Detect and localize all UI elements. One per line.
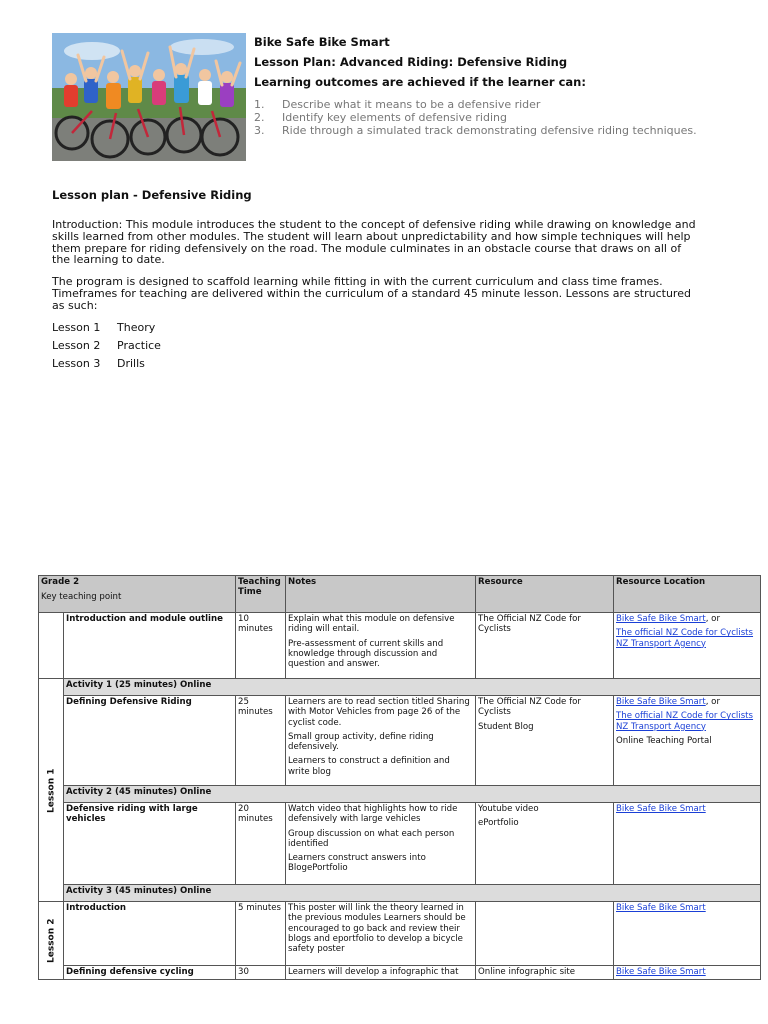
activity-row	[39, 786, 761, 803]
resource-cell: Youtube video ePortfolio	[476, 803, 614, 885]
introduction-paragraph: Introduction: This module introduces the student to the concept of defensive riding while drawing on knowledge and skills learned from other modules. The student will learn about unpredictability and how simple techniques will help them prepare for riding defensively on the road. The module culminates in an obstacle course that draws on all of the learning to date.	[52, 218, 696, 267]
lesson-row: Lesson 2 Practice	[52, 338, 161, 352]
lesson-row: Lesson 3 Drills	[52, 356, 145, 370]
outcomes-heading: Learning outcomes are achieved if the learner can:	[254, 75, 586, 89]
outcome-item: 1. Describe what it means to be a defensive rider	[254, 98, 541, 111]
time-header: Teaching Time	[236, 576, 286, 613]
teaching-time: 10 minutes	[236, 613, 286, 679]
teaching-point: Defining Defensive Riding	[64, 696, 236, 786]
table-row	[39, 696, 761, 786]
nz-code-link[interactable]: The official NZ Code for Cyclists NZ Transport Agency	[616, 711, 754, 732]
resource-header: Resource	[476, 576, 614, 613]
section-title: Lesson plan - Defensive Riding	[52, 188, 252, 202]
cyclists-illustration	[52, 33, 246, 161]
notes-header: Notes	[286, 576, 476, 613]
location-cell: Bike Safe Bike Smart, or The official NZ Code for Cyclists NZ Transport Agency	[614, 613, 761, 679]
teaching-point: Defining defensive cycling	[64, 966, 236, 980]
lesson-2-label: Lesson 2	[39, 902, 64, 980]
notes-cell: This poster will link the theory learned in the previous modules Learners should be encouraged to go back and review their blogs and eportfolio to develop a bicycle safety poster	[286, 902, 476, 966]
table-row	[39, 902, 761, 966]
activity-row	[39, 885, 761, 902]
nz-code-link[interactable]: The official NZ Code for Cyclists NZ Transport Agency	[616, 628, 754, 649]
teaching-time: 30	[236, 966, 286, 980]
resource-cell: The Official NZ Code for Cyclists	[476, 613, 614, 679]
teaching-point: Introduction and module outline	[64, 613, 236, 679]
outcomes-list	[254, 98, 754, 137]
location-cell	[614, 966, 761, 980]
grade-header: Grade 2 Key teaching point	[39, 576, 236, 613]
bike-safe-link[interactable]: Bike Safe Bike Smart	[616, 804, 706, 814]
teaching-time: 25 minutes	[236, 696, 286, 786]
table-row	[39, 803, 761, 885]
bike-safe-link[interactable]: Bike Safe Bike Smart	[616, 697, 706, 707]
program-paragraph: The program is designed to scaffold learning while fitting in with the current curriculum and class time frames. Timeframes for teaching are delivered within the curriculum of a standard 45 minute lesson. Lessons are structured as such:	[52, 275, 691, 312]
activity-2-title: Activity 2 (45 minutes) Online	[64, 786, 761, 803]
lesson-row: Lesson 1 Theory	[52, 320, 156, 334]
lesson-list	[52, 318, 161, 372]
table-row	[39, 966, 761, 980]
notes-cell: Watch video that highlights how to ride defensively with large vehicles Group discussion on what each person identified Learners construct answers into BlogePortfolio	[286, 803, 476, 885]
teaching-time: 20 minutes	[236, 803, 286, 885]
resource-cell: Online infographic site	[476, 966, 614, 980]
blank-cell	[39, 613, 64, 679]
lesson-plan-table	[38, 575, 761, 980]
teaching-point: Defensive riding with large vehicles	[64, 803, 236, 885]
notes-cell: Explain what this module on defensive riding will entail. Pre-assessment of current skills and knowledge through discussion and question and answer.	[286, 613, 476, 679]
activity-3-title: Activity 3 (45 minutes) Online	[64, 885, 761, 902]
lesson-1-label: Lesson 1	[39, 679, 64, 902]
bike-safe-link[interactable]: Bike Safe Bike Smart	[616, 614, 706, 624]
teaching-point: Introduction	[64, 902, 236, 966]
location-header: Resource Location	[614, 576, 761, 613]
lesson-plan-title: Lesson Plan: Advanced Riding: Defensive Riding	[254, 55, 568, 69]
lesson-header	[254, 32, 754, 137]
document-title: Bike Safe Bike Smart	[254, 35, 390, 49]
location-cell	[614, 803, 761, 885]
location-cell	[614, 902, 761, 966]
location-cell: Bike Safe Bike Smart, or The official NZ Code for Cyclists NZ Transport Agency Online Teaching Portal	[614, 696, 761, 786]
resource-cell: The Official NZ Code for Cyclists Student Blog	[476, 696, 614, 786]
notes-cell: Learners will develop a infographic that	[286, 966, 476, 980]
activity-1-title: Activity 1 (25 minutes) Online	[64, 679, 761, 696]
table-header-row	[39, 576, 761, 613]
outcome-item: 2. Identify key elements of defensive riding	[254, 111, 507, 124]
outcome-item: 3. Ride through a simulated track demonstrating defensive riding techniques.	[254, 124, 697, 137]
resource-cell	[476, 902, 614, 966]
teaching-time: 5 minutes	[236, 902, 286, 966]
bike-safe-link[interactable]: Bike Safe Bike Smart	[616, 967, 706, 977]
cyclists-photo	[52, 33, 246, 161]
bike-safe-link[interactable]: Bike Safe Bike Smart	[616, 903, 706, 913]
table-row	[39, 613, 761, 679]
activity-row	[39, 679, 761, 696]
notes-cell: Learners are to read section titled Sharing with Motor Vehicles from page 26 of the cyclist code. Small group activity, define riding defensively. Learners to construct a definition and write blog	[286, 696, 476, 786]
